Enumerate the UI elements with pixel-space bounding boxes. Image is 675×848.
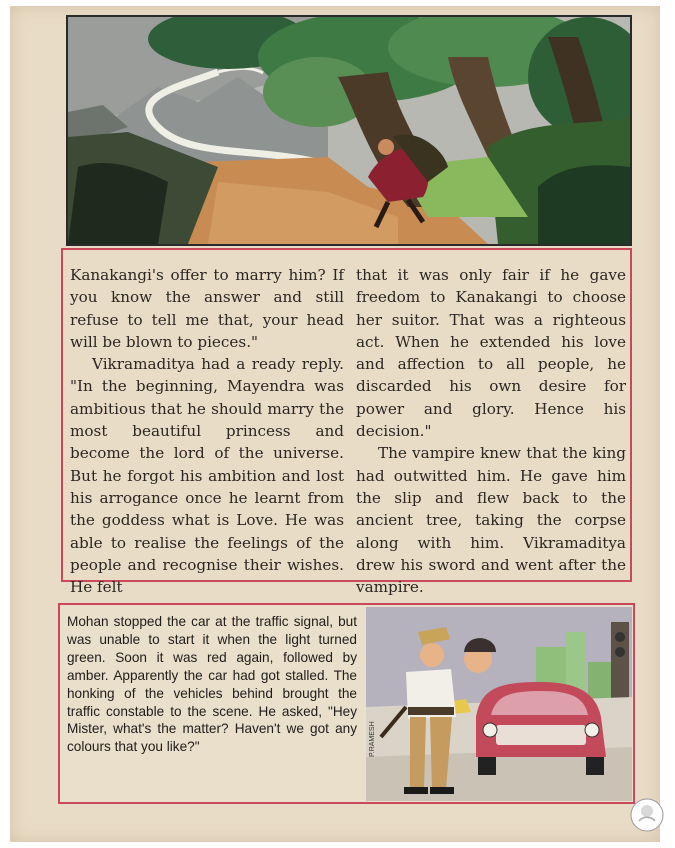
forest-illustration xyxy=(66,15,632,246)
story-text-box xyxy=(61,248,632,597)
story-column-left xyxy=(70,264,344,598)
story-paragraph: Kanakangi's offer to marry him? If you know the answer and still refuse to tell me that, your head will be blown to pieces." xyxy=(70,266,344,351)
story-paragraph: The vampire knew that the king had outwitted him. He gave him the slip and flew back to the ancient tree, taking the corpse along with him. Vikramaditya drew his sword and went after the vampire. xyxy=(356,444,626,597)
joke-text: Mohan stopped the car at the traffic signal, but was unable to start it when the light turned green. Soon it was red again, followed by amber. Apparently the car had got stalled. The honking of the vehicles behind brought the traffic constable to the scene. He asked, "Hey Mister, what's the matter? Haven't we got any colours that you like?" xyxy=(67,614,357,755)
story-paragraph: that it was only fair if he gave freedom to Kanakangi to choose her suitor. That was a righteous act. When he extended his love and affection to all people, he discarded his own desire for power and glory. Hence his decision." xyxy=(356,266,626,441)
traffic-cartoon xyxy=(366,607,632,801)
joke-box xyxy=(58,603,635,804)
artist-signature: P.RAMESH xyxy=(369,721,376,757)
story-paragraph: Vikramaditya had a ready reply. "In the beginning, Mayendra was ambitious that he should marry the most beautiful princess and become the lord of the universe. But he forgot his ambition and lost his arrogance once he learnt from the goddess what is Love. He was able to realise the feelings of the people and recognise their wishes. He felt xyxy=(70,355,344,597)
watermark-logo xyxy=(629,797,665,833)
story-column-right xyxy=(356,264,626,598)
logo-icon xyxy=(629,797,665,833)
